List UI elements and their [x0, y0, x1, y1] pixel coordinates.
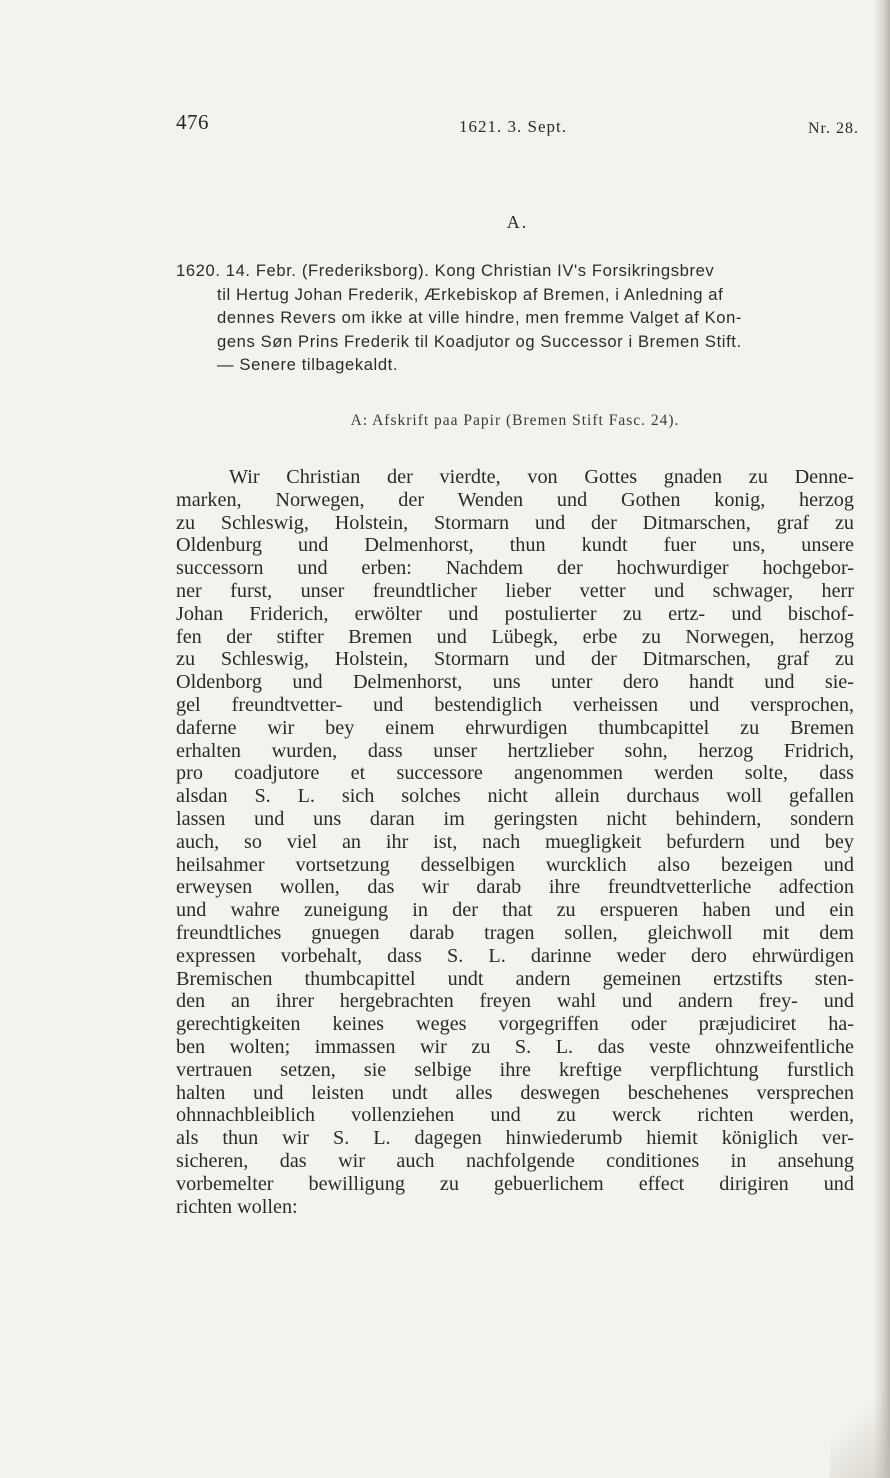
- body-line: als thun wir S. L. dagegen hinwiederumb hiemit königlich ver-: [176, 1127, 854, 1150]
- body-line: heilsahmer vortsetzung desselbigen wurcklich also bezeigen und: [176, 853, 854, 876]
- section-letter: A.: [506, 212, 529, 232]
- body-line: ner furst, unser freundtlicher lieber vetter und schwager, herr: [176, 579, 854, 602]
- body-line: Johan Friderich, erwölter und postulierter zu ertz- und bischof-: [176, 602, 854, 625]
- source-note: A: Afskrift paa Papir (Bremen Stift Fasc. 24).: [350, 412, 680, 429]
- body-line: successorn und erben: Nachdem der hochwurdiger hochgebor-: [176, 557, 854, 580]
- summary-line: dennes Revers om ikke at ville hindre, men fremme Valget af Kon-: [217, 308, 743, 327]
- body-line: und wahre zuneigung in der that zu erspueren haben und ein: [176, 899, 854, 922]
- body-line: expressen vorbehalt, dass S. L. darinne weder dero ehrwürdigen: [176, 944, 854, 967]
- header-date: 1621. 3. Sept.: [459, 117, 567, 136]
- page-corner-shadow: [830, 1370, 890, 1478]
- body-line: sicheren, das wir auch nachfolgende conditiones in ansehung: [176, 1149, 854, 1172]
- document-body: [176, 466, 854, 1218]
- body-line: halten und leisten undt alles deswegen beschehenes versprechen: [176, 1081, 854, 1104]
- body-line: den an ihrer hergebrachten freyen wahl und andern frey- und: [176, 990, 854, 1013]
- body-line: daferne wir bey einem ehrwurdigen thumbcapittel zu Bremen: [176, 716, 854, 739]
- body-line: ben wolten; immassen wir zu S. L. das veste ohnzweifentliche: [176, 1035, 854, 1058]
- summary-line: 1620. 14. Febr. (Frederiksborg). Kong Christian IV's Forsikringsbrev: [176, 261, 715, 280]
- body-line: vorbemelter bewilligung zu gebuerlichem effect dirigiren und: [176, 1172, 854, 1195]
- body-line: freundtliches gnuegen darab tragen sollen, gleichwoll mit dem: [176, 921, 854, 944]
- body-line: erweysen wollen, das wir darab ihre freundtvetterliche adfection: [176, 876, 854, 899]
- body-line: fen der stifter Bremen und Lübegk, erbe zu Norwegen, herzog: [176, 625, 854, 648]
- document-number: Nr. 28.: [808, 120, 859, 137]
- body-line: richten wollen:: [176, 1195, 298, 1218]
- body-line: alsdan S. L. sich solches nicht allein durchaus woll gefallen: [176, 785, 854, 808]
- body-line: vertrauen setzen, sie selbige ihre kreftige verpflichtung furstlich: [176, 1058, 854, 1081]
- body-line: auch, so viel an ihr ist, nach muegligkeit befurdern und bey: [176, 830, 854, 853]
- body-line: gerechtigkeiten keines weges vorgegriffen oder præjudiciret ha-: [176, 1013, 854, 1036]
- body-line: Oldenburg und Delmenhorst, thun kundt fuer uns, unsere: [176, 534, 854, 557]
- document-summary: [176, 259, 859, 377]
- summary-line: gens Søn Prins Frederik til Koadjutor og Successor i Bremen Stift.: [217, 331, 742, 351]
- body-line: marken, Norwegen, der Wenden und Gothen konig, herzog: [176, 488, 854, 511]
- body-line: zu Schleswig, Holstein, Stormarn und der Ditmarschen, graf zu: [176, 648, 854, 671]
- body-line: Oldenborg und Delmenhorst, uns unter dero handt und sie-: [176, 671, 854, 694]
- body-line: lassen und uns daran im geringsten nicht behindern, sondern: [176, 807, 854, 830]
- page-number: 476: [176, 110, 209, 134]
- body-line: zu Schleswig, Holstein, Stormarn und der Ditmarschen, graf zu: [176, 511, 854, 534]
- body-line: gel freundtvetter- und bestendiglich verheissen und versprochen,: [176, 693, 854, 716]
- body-line: Wir Christian der vierdte, von Gottes gnaden zu Denne-: [229, 466, 854, 488]
- body-line: ohnnachbleiblich vollenziehen und zu werck richten werden,: [176, 1104, 854, 1127]
- running-header: [176, 110, 859, 140]
- body-line: erhalten wurden, dass unser hertzlieber sohn, herzog Fridrich,: [176, 739, 854, 762]
- summary-line: — Senere tilbagekaldt.: [217, 355, 399, 374]
- body-line: pro coadjutore et successore angenommen werden solte, dass: [176, 762, 854, 785]
- body-line: Bremischen thumbcapittel undt andern gemeinen ertzstifts sten-: [176, 967, 854, 990]
- summary-line: til Hertug Johan Frederik, Ærkebiskop af Bremen, i Anledning af: [217, 284, 724, 304]
